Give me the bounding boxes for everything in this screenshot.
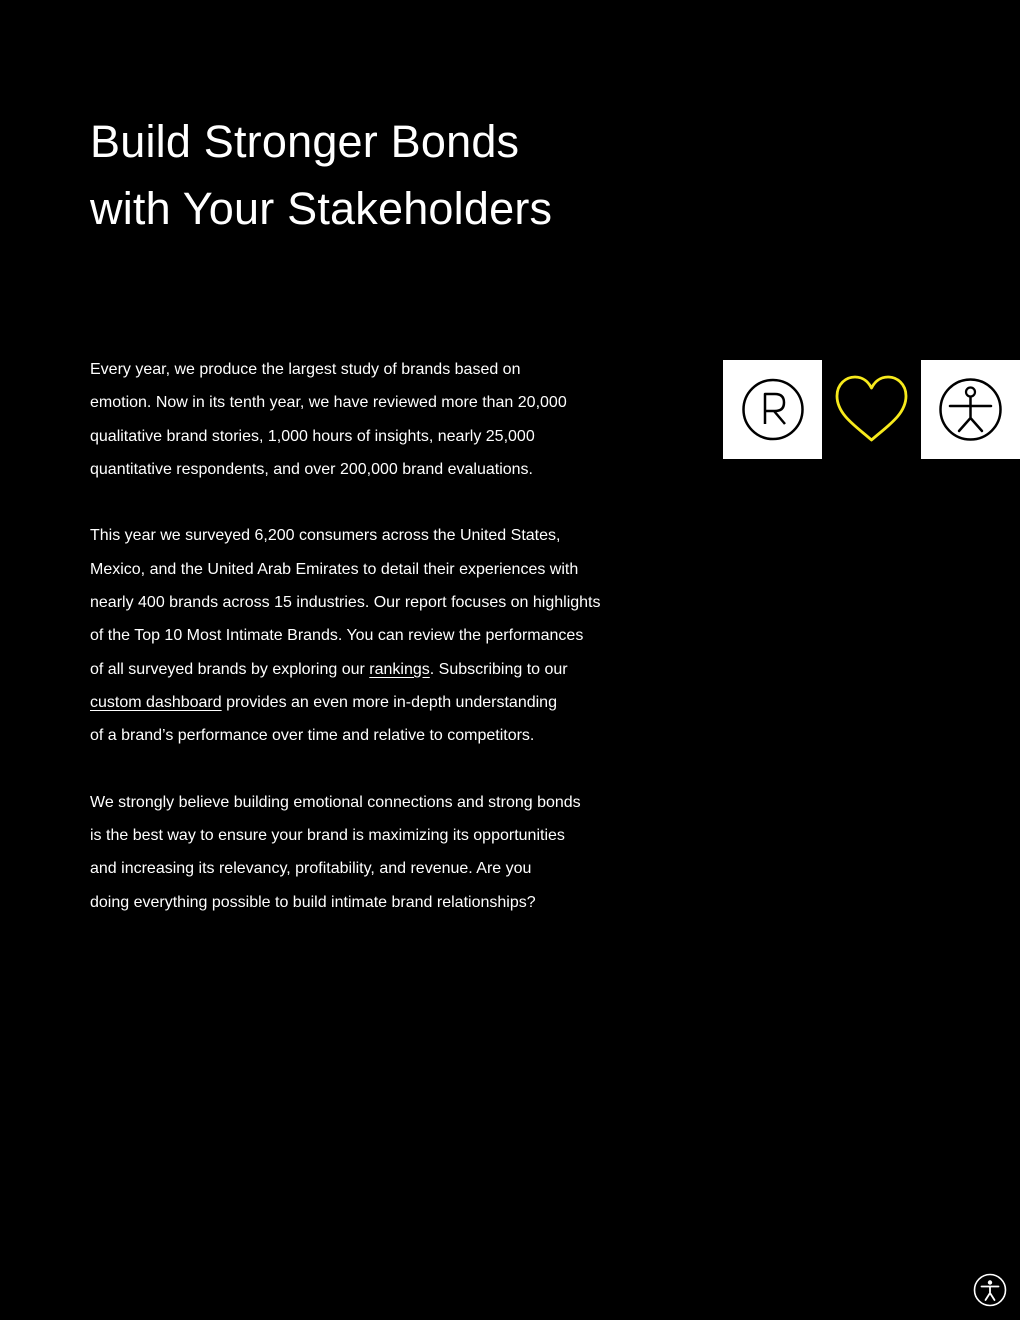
heart-tile bbox=[822, 360, 922, 459]
registered-tile bbox=[723, 360, 823, 459]
registered-r-icon bbox=[723, 360, 823, 459]
text-line bbox=[90, 686, 660, 719]
text-line: quantitative respondents, and over 200,000 brand evaluations. bbox=[90, 460, 533, 478]
intro-body bbox=[90, 353, 660, 919]
person-figure-icon bbox=[921, 360, 1020, 459]
text-line: Mexico, and the United Arab Emirates to detail their experiences with bbox=[90, 560, 579, 578]
accessibility-icon bbox=[973, 1273, 1007, 1307]
text-line: qualitative brand stories, 1,000 hours of insights, nearly 25,000 bbox=[90, 427, 535, 445]
rankings-link[interactable]: rankings bbox=[369, 660, 430, 678]
text-fragment: provides an even more in-depth understanding bbox=[221, 693, 557, 711]
text-line: emotion. Now in its tenth year, we have reviewed more than 20,000 bbox=[90, 394, 567, 412]
text-fragment: of all surveyed brands by exploring our bbox=[90, 660, 370, 678]
text-line bbox=[90, 653, 660, 686]
text-line: and increasing its relevancy, profitability, and revenue. Are you bbox=[90, 860, 532, 878]
intro-paragraph-1 bbox=[90, 353, 660, 486]
intro-paragraph-3 bbox=[90, 786, 660, 919]
text-fragment: . Subscribing to our bbox=[429, 660, 568, 678]
person-tile bbox=[921, 360, 1020, 459]
heart-outline-icon bbox=[822, 360, 922, 459]
text-line: of the Top 10 Most Intimate Brands. You can review the performances bbox=[90, 627, 584, 645]
brand-icon-row bbox=[723, 360, 1020, 459]
custom-dashboard-link[interactable]: custom dashboard bbox=[90, 693, 222, 711]
text-line: nearly 400 brands across 15 industries. Our report focuses on highlights bbox=[90, 594, 601, 612]
text-line: Every year, we produce the largest study of brands based on bbox=[90, 361, 521, 378]
text-line: This year we surveyed 6,200 consumers across the United States, bbox=[90, 527, 561, 545]
text-line: We strongly believe building emotional connections and strong bonds bbox=[90, 793, 581, 811]
page-title-line-2: with Your Stakeholders bbox=[90, 183, 553, 234]
page-title-line-1: Build Stronger Bonds bbox=[90, 116, 520, 167]
intro-paragraph-2 bbox=[90, 519, 660, 752]
page-title bbox=[90, 108, 552, 242]
text-line: doing everything possible to build intimate brand relationships? bbox=[90, 893, 536, 911]
text-line: is the best way to ensure your brand is maximizing its opportunities bbox=[90, 827, 565, 845]
accessibility-button[interactable] bbox=[973, 1273, 1007, 1307]
text-line: of a brand’s performance over time and relative to competitors. bbox=[90, 727, 535, 745]
